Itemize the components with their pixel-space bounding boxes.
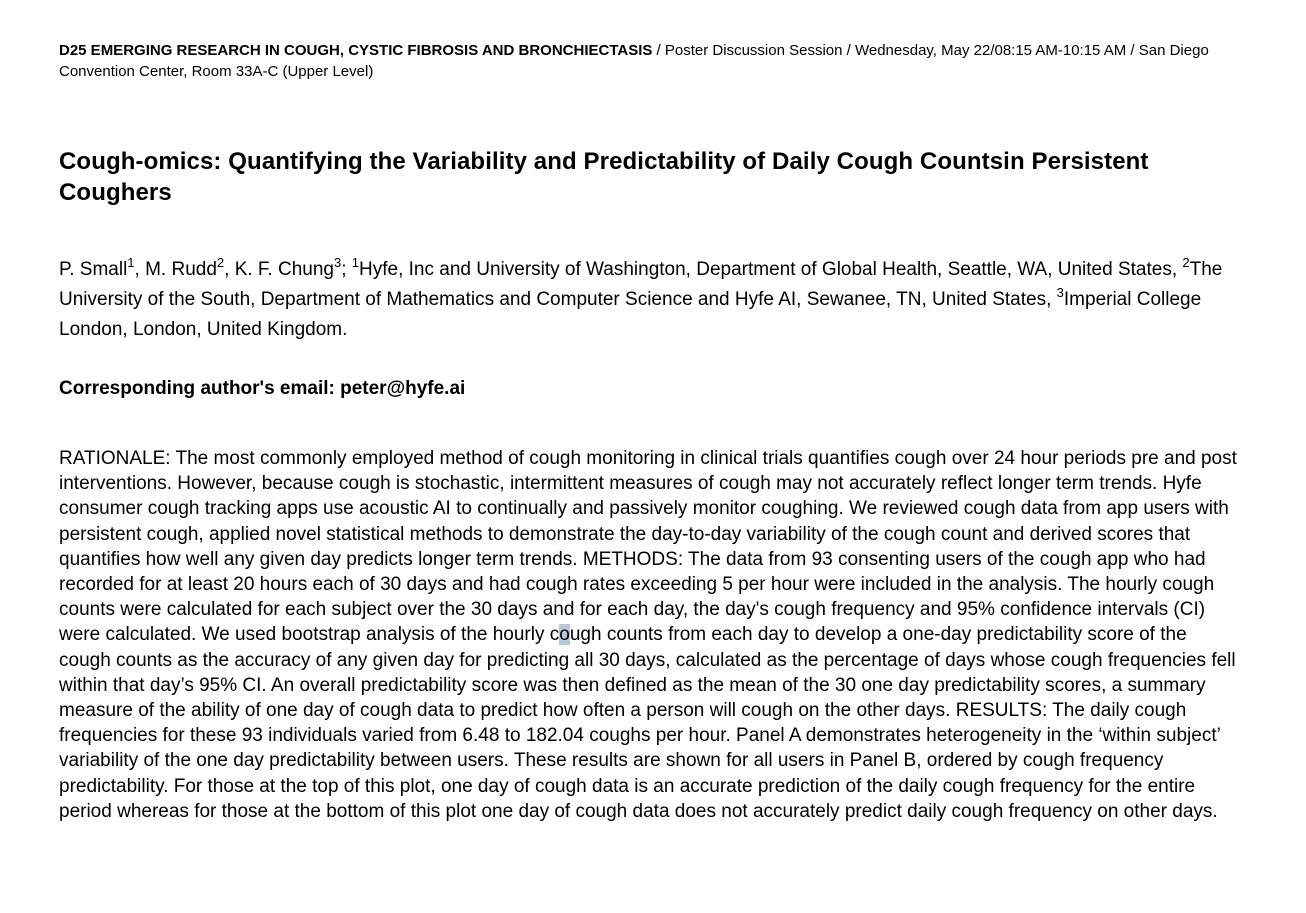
authors-separator: ; [341, 259, 352, 280]
affiliation-superscript: 2 [216, 255, 225, 270]
affiliation-text: The University of the South, Department of Mathematics and Computer Science and Hyfe AI, Sewanee, TN, United States, [59, 259, 1223, 310]
authors-affiliations [59, 255, 1242, 345]
abstract-body [59, 446, 1242, 824]
session-header [59, 40, 1242, 82]
page-title: Cough-omics: Quantifying the Variability and Predictability of Daily Cough Countsin Persistent Coughers [59, 148, 1149, 206]
affiliation-superscript: 1 [351, 255, 360, 270]
affiliation-superscript: 3 [1056, 285, 1064, 300]
abstract-text-after: ugh counts from each day to develop a one-day predictability score of the cough counts as the accuracy of any given day for predicting all 30 days, calculated as the percentage of days whose cough frequencies fell within that day’s 95% CI. An overall predictability score was then defined as the mean of the 30 one day predictability scores, a summary measure of the ability of one day of cough data to predict how often a person will cough on the other days. RESULTS: The daily cough frequencies for these 93 individuals varied from 6.48 to 182.04 coughs per hour. Panel A demonstrates heterogeneity in the ‘within subject’ variability of the one day predictability between users. These results are shown for all users in Panel B, ordered by cough frequency predictability. For those at the top of this plot, one day of cough data is an accurate prediction of the daily cough frequency for the entire period whereas for those at the bottom of this plot one day of cough data does not accurately predict daily cough frequency on other days. [59, 624, 1236, 822]
affiliation-text: Hyfe, Inc and University of Washington, Department of Global Health, Seattle, WA, United States, [359, 259, 1183, 280]
abstract-text-before: RATIONALE: The most commonly employed method of cough monitoring in clinical trials quantifies cough over 24 hour periods pre and post interventions. However, because cough is stochastic, intermittent measures of cough may not accurately reflect longer term trends. Hyfe consumer cough tracking apps use acoustic AI to continually and passively monitor coughing. We reviewed cough data from app users with persistent cough, applied novel statistical methods to demonstrate the day-to-day variability of the cough count and derived scores that quantifies how well any given day predicts longer term trends. METHODS: The data from 93 consenting users of the cough app who had recorded for at least 20 hours each of 30 days and had cough rates exceeding 5 per hour were included in the analysis. The hourly cough counts were calculated for each subject over the 30 days and for each day, the day's cough frequency and 95% confidence intervals (CI) were calculated. We used bootstrap analysis of the hourly c [59, 448, 1237, 646]
session-code-title: D25 EMERGING RESEARCH IN COUGH, CYSTIC FIBROSIS AND BRONCHIECTASIS [59, 42, 653, 59]
author-name: , K. F. Chung [224, 259, 334, 280]
session-details: / Poster Discussion Session / Wednesday, May 22/08:15 AM-10:15 AM / San Diego Convention Center, Room 33A-C (Upper Level) [59, 42, 1209, 80]
affiliation-superscript: 2 [1182, 255, 1190, 270]
corresponding-email: peter@hyfe.ai [340, 378, 466, 399]
affiliation-superscript: 1 [127, 255, 135, 270]
text-selection-highlight: o [559, 624, 570, 646]
author-name: P. Small [59, 259, 128, 280]
affiliation-superscript: 3 [333, 255, 342, 270]
author-name: , M. Rudd [134, 259, 217, 280]
affiliation-text: Imperial College London, London, United Kingdom. [59, 289, 1202, 340]
corresponding-author-line [59, 376, 1242, 402]
corresponding-label: Corresponding author's email: [59, 378, 341, 399]
